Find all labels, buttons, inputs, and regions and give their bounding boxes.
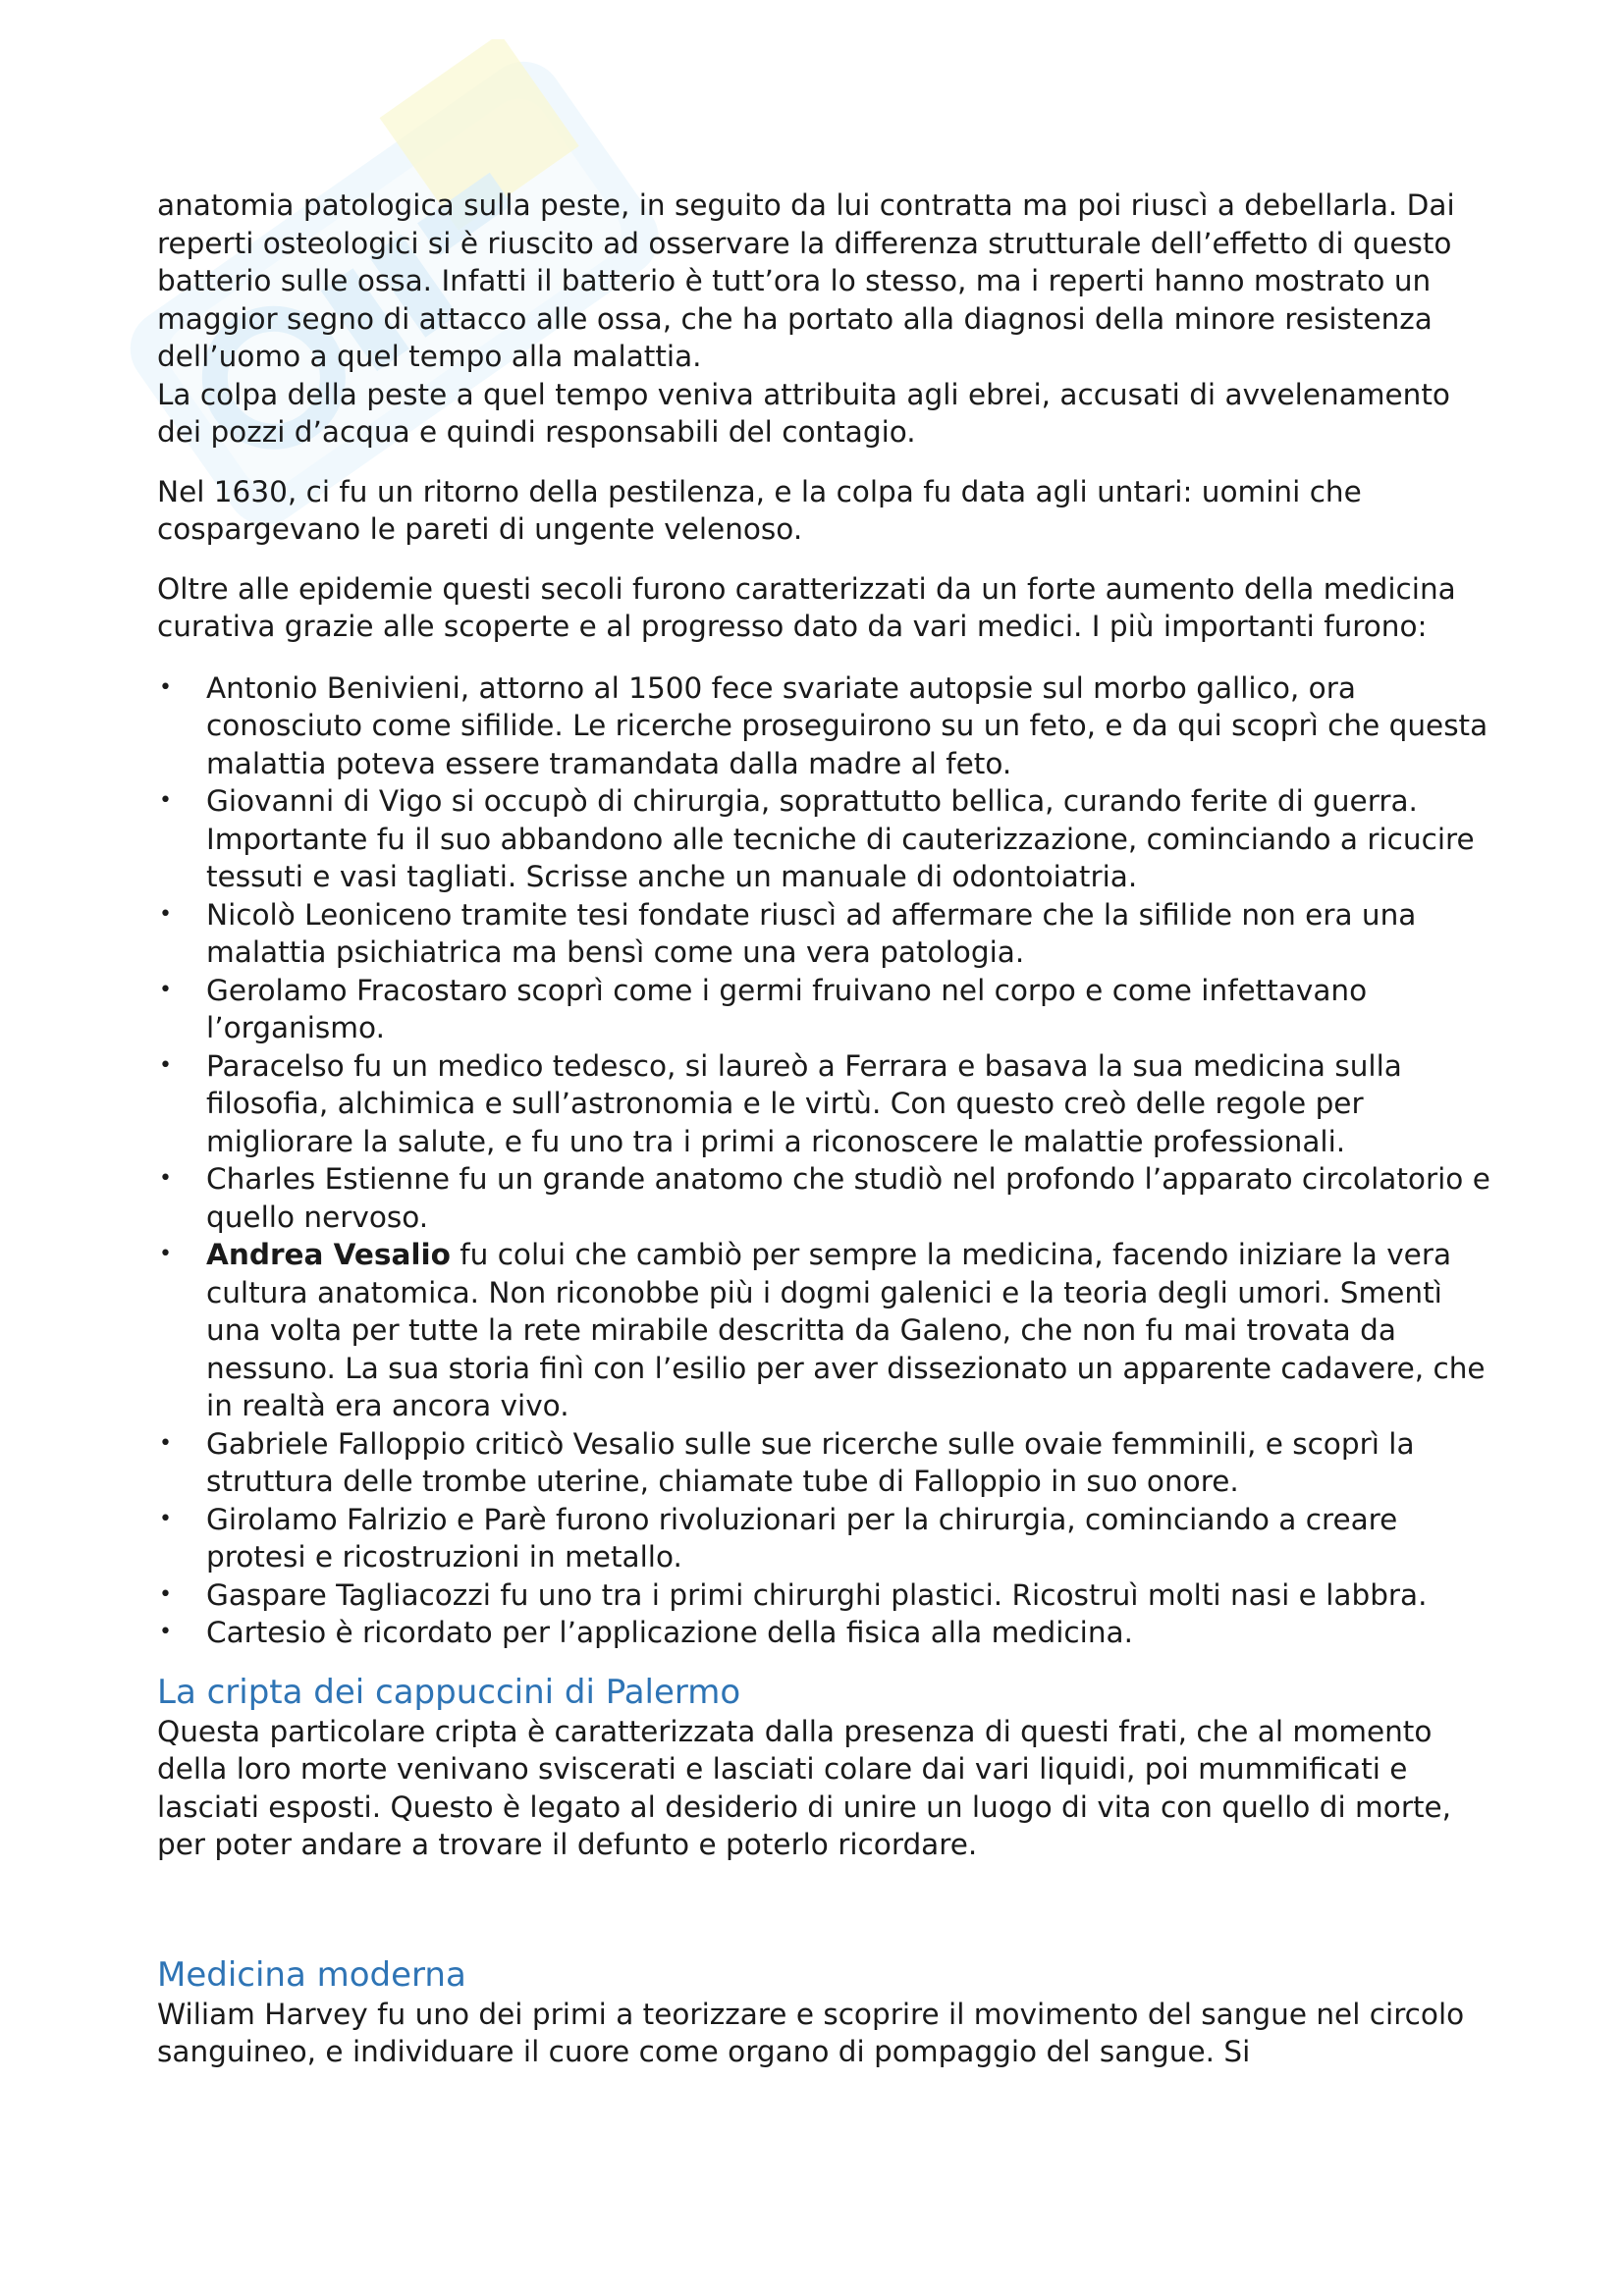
list-item-text: Cartesio è ricordato per l’applicazione della fisica alla medicina. — [206, 1616, 1133, 1649]
list-item — [157, 1614, 1492, 1652]
bullet-icon: • — [159, 1506, 172, 1531]
section-heading-cripta: La cripta dei cappuccini di Palermo — [157, 1672, 741, 1712]
paragraph-peste-anatomia: anatomia patologica sulla peste, in seguito da lui contratta ma poi riuscì a debellarla. Dai reperti osteologici si è riuscito ad osservare la differenza strutturale dell’effetto di questo batterio sulle ossa. Infatti il batterio è tutt’ora lo stesso, ma i reperti hanno mostrato un maggior segno di attacco alle ossa, che ha portato alla diagnosi della minore resistenza dell’uomo a quel tempo alla malattia. — [157, 188, 1455, 373]
document-body — [157, 187, 1492, 2071]
bullet-icon: • — [159, 1166, 172, 1191]
list-item-text: Girolamo Falrizio e Parè furono rivoluzionari per la chirurgia, cominciando a creare protesi e ricostruzioni in metallo. — [206, 1502, 1398, 1574]
list-item-text: Charles Estienne fu un grande anatomo che studiò nel profondo l’apparato circolatorio e quello nervoso. — [206, 1162, 1490, 1234]
bullet-icon: • — [159, 977, 172, 1002]
paragraph-medicina-moderna: Wiliam Harvey fu uno dei primi a teorizzare e scoprire il movimento del sangue nel circolo sanguineo, e individuare il cuore come organo di pompaggio del sangue. Si — [157, 1997, 1465, 2068]
list-item — [157, 782, 1492, 896]
bullet-icon: • — [159, 1620, 172, 1644]
list-item — [157, 1425, 1492, 1501]
bullet-icon: • — [159, 674, 172, 700]
list-item-bold-name: Andrea Vesalio — [206, 1238, 451, 1271]
section-heading-medicina-moderna: Medicina moderna — [157, 1954, 466, 1995]
list-item — [157, 1160, 1492, 1236]
list-item-text: Antonio Benivieni, attorno al 1500 fece svariate autopsie sul morbo gallico, ora conosciuto come sifilide. Le ricerche proseguirono su un feto, e da qui scoprì che questa malattia poteva essere tramandata dalla madre al feto. — [206, 670, 1488, 780]
list-item-text: Nicolò Leoniceno tramite tesi fondate riuscì ad affermare che la sifilide non era una malattia psichiatrica ma bensì come una vera patologia. — [206, 897, 1417, 969]
list-item-text: fu colui che cambiò per sempre la medicina, facendo iniziare la vera cultura anatomica. Non riconobbe più i dogmi galenici e la teoria degli umori. Smentì una volta per tutte la rete mirabile descritta da Galeno, che non fu mai trovata da nessuno. La sua storia finì con l’esilio per aver dissezionato un apparente cadavere, che in realtà era ancora vivo. — [206, 1238, 1486, 1422]
bullet-icon: • — [159, 1581, 172, 1607]
list-item — [157, 1501, 1492, 1576]
list-item-text: Gerolamo Fracostaro scoprì come i germi fruivano nel corpo e come infettavano l’organismo. — [206, 973, 1368, 1044]
paragraph-cripta: Questa particolare cripta è caratterizzata dalla presenza di questi frati, che al momento della loro morte venivano sviscerati e lasciati colare dai vari liquidi, poi mummificati e lasciati esposti. Questo è legato al desiderio di unire un luogo di vita con quello di morte, per poter andare a trovare il defunto e poterlo ricordare. — [157, 1714, 1452, 1861]
medici-list — [157, 669, 1492, 1652]
list-item-text: Paracelso fu un medico tedesco, si laureò a Ferrara e basava la sua medicina sulla filosofia, alchimica e sull’astronomia e le virtù. Con questo creò delle regole per migliorare la salute, e fu uno tra i primi a riconoscere le malattie professionali. — [206, 1048, 1402, 1158]
list-item — [157, 1236, 1492, 1425]
bullet-icon: • — [159, 901, 172, 927]
bullet-icon: • — [159, 1052, 172, 1078]
list-item — [157, 896, 1492, 972]
list-item-text: Gaspare Tagliacozzi fu uno tra i primi chirurghi plastici. Ricostruì molti nasi e labbra. — [206, 1577, 1428, 1612]
list-item — [157, 669, 1492, 783]
paragraph-colpa-ebrei: La colpa della peste a quel tempo veniva attribuita agli ebrei, accusati di avvelenamento dei pozzi d’acqua e quindi responsabili del contagio. — [157, 377, 1450, 449]
list-item — [157, 972, 1492, 1047]
bullet-icon: • — [159, 1430, 172, 1456]
paragraph-untari: Nel 1630, ci fu un ritorno della pestilenza, e la colpa fu data agli untari: uomini che cospargevano le pareti di ungente velenoso. — [157, 474, 1362, 546]
list-item — [157, 1576, 1492, 1615]
paragraph-medici-intro: Oltre alle epidemie questi secoli furono caratterizzati da un forte aumento della medicina curativa grazie alle scoperte e al progresso dato da vari medici. I più importanti furono: — [157, 571, 1456, 643]
list-item — [157, 1047, 1492, 1161]
bullet-icon: • — [159, 1242, 172, 1266]
list-item-text: Gabriele Falloppio criticò Vesalio sulle sue ricerche sulle ovaie femminili, e scoprì la struttura delle trombe uterine, chiamate tube di Falloppio in suo onore. — [206, 1426, 1415, 1498]
bullet-icon: • — [159, 788, 172, 813]
list-item-text: Giovanni di Vigo si occupò di chirurgia, soprattutto bellica, curando ferite di guerra. Importante fu il suo abbandono alle tecniche di cauterizzazione, cominciando a ricucire tessuti e vasi tagliati. Scrisse anche un manuale di odontoiatria. — [206, 784, 1475, 893]
